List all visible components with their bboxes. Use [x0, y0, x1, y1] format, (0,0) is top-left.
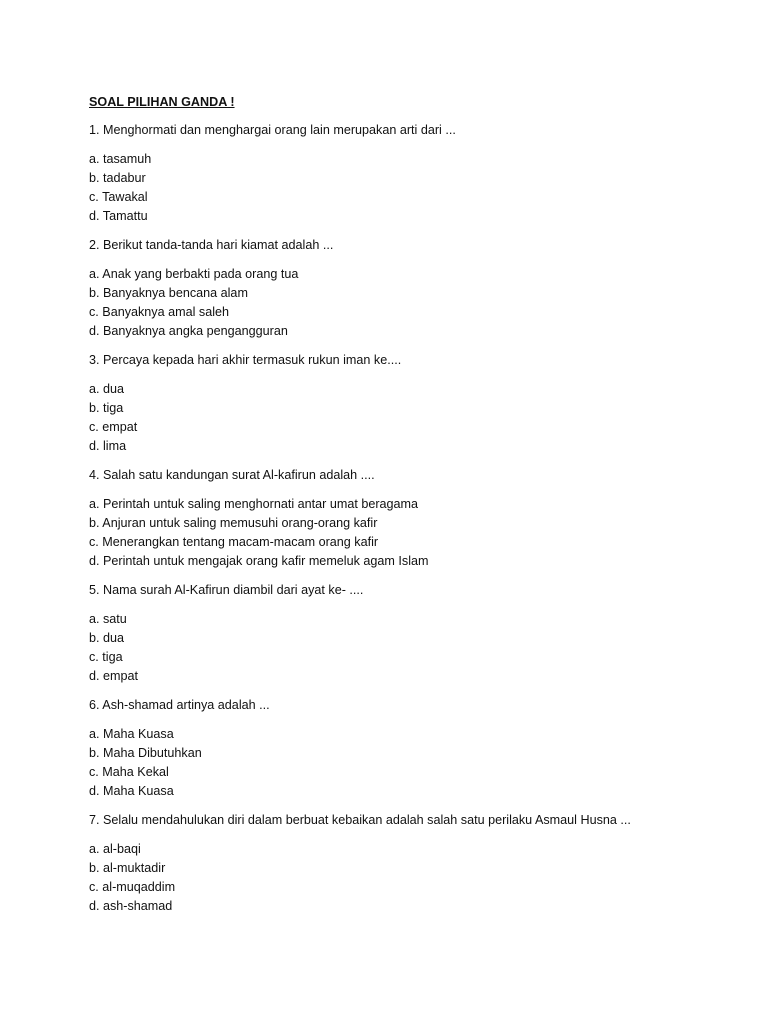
option-d: d. Maha Kuasa	[89, 784, 174, 798]
question-5	[89, 581, 729, 686]
option-list	[89, 495, 729, 571]
option-b: b. tiga	[89, 401, 124, 415]
option-c: c. al-muqaddim	[89, 880, 176, 894]
option-a: a. Perintah untuk saling menghornati antar umat beragama	[89, 497, 419, 511]
question-text: 3. Percaya kepada hari akhir termasuk rukun iman ke....	[89, 353, 402, 367]
option-b: b. tadabur	[89, 171, 146, 185]
option-c: c. tiga	[89, 650, 123, 664]
option-list	[89, 150, 729, 226]
option-a: a. dua	[89, 382, 125, 396]
option-c: c. Banyaknya amal saleh	[89, 305, 230, 319]
option-d: d. Banyaknya angka pengangguran	[89, 324, 288, 338]
option-b: b. Anjuran untuk saling memusuhi orang-orang kafir	[89, 516, 378, 530]
question-2	[89, 236, 729, 341]
option-c: c. empat	[89, 420, 138, 434]
option-d: d. Perintah untuk mengajak orang kafir memeluk agam Islam	[89, 554, 429, 568]
option-list	[89, 380, 729, 456]
option-b: b. Maha Dibutuhkan	[89, 746, 202, 760]
question-4	[89, 466, 729, 571]
question-6	[89, 696, 729, 801]
option-c: c. Tawakal	[89, 190, 148, 204]
option-a: a. Maha Kuasa	[89, 727, 174, 741]
question-text: 2. Berikut tanda-tanda hari kiamat adalah ...	[89, 238, 334, 252]
option-list	[89, 610, 729, 686]
question-7	[89, 811, 729, 916]
option-list	[89, 725, 729, 801]
option-d: d. empat	[89, 669, 139, 683]
question-text: 1. Menghormati dan menghargai orang lain merupakan arti dari ...	[89, 123, 456, 137]
option-d: d. Tamattu	[89, 209, 148, 223]
page-title: SOAL PILIHAN GANDA !	[89, 95, 235, 109]
option-b: b. dua	[89, 631, 125, 645]
option-list	[89, 840, 729, 916]
question-1	[89, 121, 729, 226]
question-text: 6. Ash-shamad artinya adalah ...	[89, 698, 270, 712]
option-a: a. tasamuh	[89, 152, 152, 166]
option-a: a. satu	[89, 612, 127, 626]
question-3	[89, 351, 729, 456]
option-d: d. ash-shamad	[89, 899, 173, 913]
option-b: b. al-muktadir	[89, 861, 166, 875]
option-d: d. lima	[89, 439, 127, 453]
question-text: 4. Salah satu kandungan surat Al-kafirun adalah ....	[89, 468, 375, 482]
question-text: 5. Nama surah Al-Kafirun diambil dari ayat ke- ....	[89, 583, 364, 597]
option-b: b. Banyaknya bencana alam	[89, 286, 248, 300]
question-text: 7. Selalu mendahulukan diri dalam berbuat kebaikan adalah salah satu perilaku Asmaul Husna ...	[89, 813, 631, 827]
option-c: c. Maha Kekal	[89, 765, 169, 779]
option-a: a. al-baqi	[89, 842, 141, 856]
option-list	[89, 265, 729, 341]
option-a: a. Anak yang berbakti pada orang tua	[89, 267, 299, 281]
option-c: c. Menerangkan tentang macam-macam orang kafir	[89, 535, 379, 549]
document-content	[89, 93, 729, 916]
